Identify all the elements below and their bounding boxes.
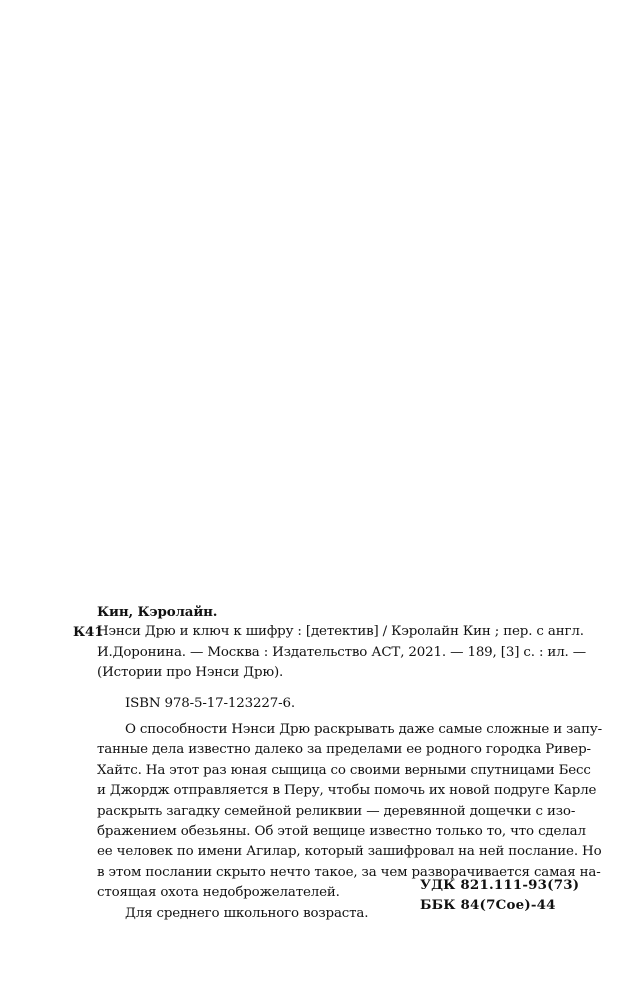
annotation-line-5: раскрыть загадку семейной реликвии — деревянной дощечки с изо- xyxy=(97,803,576,819)
entry-body xyxy=(73,622,587,683)
entry-line-1: Нэнси Дрю и ключ к шифру : [детектив] / Кэролайн Кин ; пер. с англ. xyxy=(97,624,584,640)
isbn-line: ISBN 978-5-17-123227-6. xyxy=(125,695,295,711)
author-cipher: К41 xyxy=(73,624,104,641)
entry-line-3: (Истории про Нэнси Дрю). xyxy=(97,665,284,681)
age-rating-note: Для среднего школьного возраста. xyxy=(125,905,369,921)
classification-codes xyxy=(420,875,579,916)
annotation-line-8: в этом послании скрыто нечто такое, за чем разворачивается самая на- xyxy=(97,864,601,880)
udk-code: УДК 821.111-93(73) xyxy=(420,877,580,893)
annotation-line-4: и Джордж отправляется в Перу, чтобы помочь их новой подруге Карле xyxy=(97,783,597,799)
annotation-line-3: Хайтс. На этот раз юная сыщица со своими верными спутницами Бесс xyxy=(97,762,591,778)
annotation-line-7: ее человек по имени Агилар, который зашифровал на ней послание. Но xyxy=(97,844,602,860)
entry-line-2: И.Доронина. — Москва : Издательство АСТ, 2021. — 189, [3] с. : ил. — xyxy=(97,644,587,660)
annotation-line-6: бражением обезьяны. Об этой вещице известно только то, что сделал xyxy=(97,824,586,840)
annotation-line-9: стоящая охота недоброжелателей. xyxy=(97,885,340,901)
annotation-line-2: танные дела известно далеко за пределами ее родного городка Ривер- xyxy=(97,742,591,758)
author-heading: Кин, Кэролайн. xyxy=(97,604,218,620)
bbk-code: ББК 84(7Сое)-44 xyxy=(420,897,556,914)
annotation-line-1: О способности Нэнси Дрю раскрывать даже самые сложные и запу- xyxy=(125,722,602,738)
bibliographic-entry xyxy=(73,622,587,683)
